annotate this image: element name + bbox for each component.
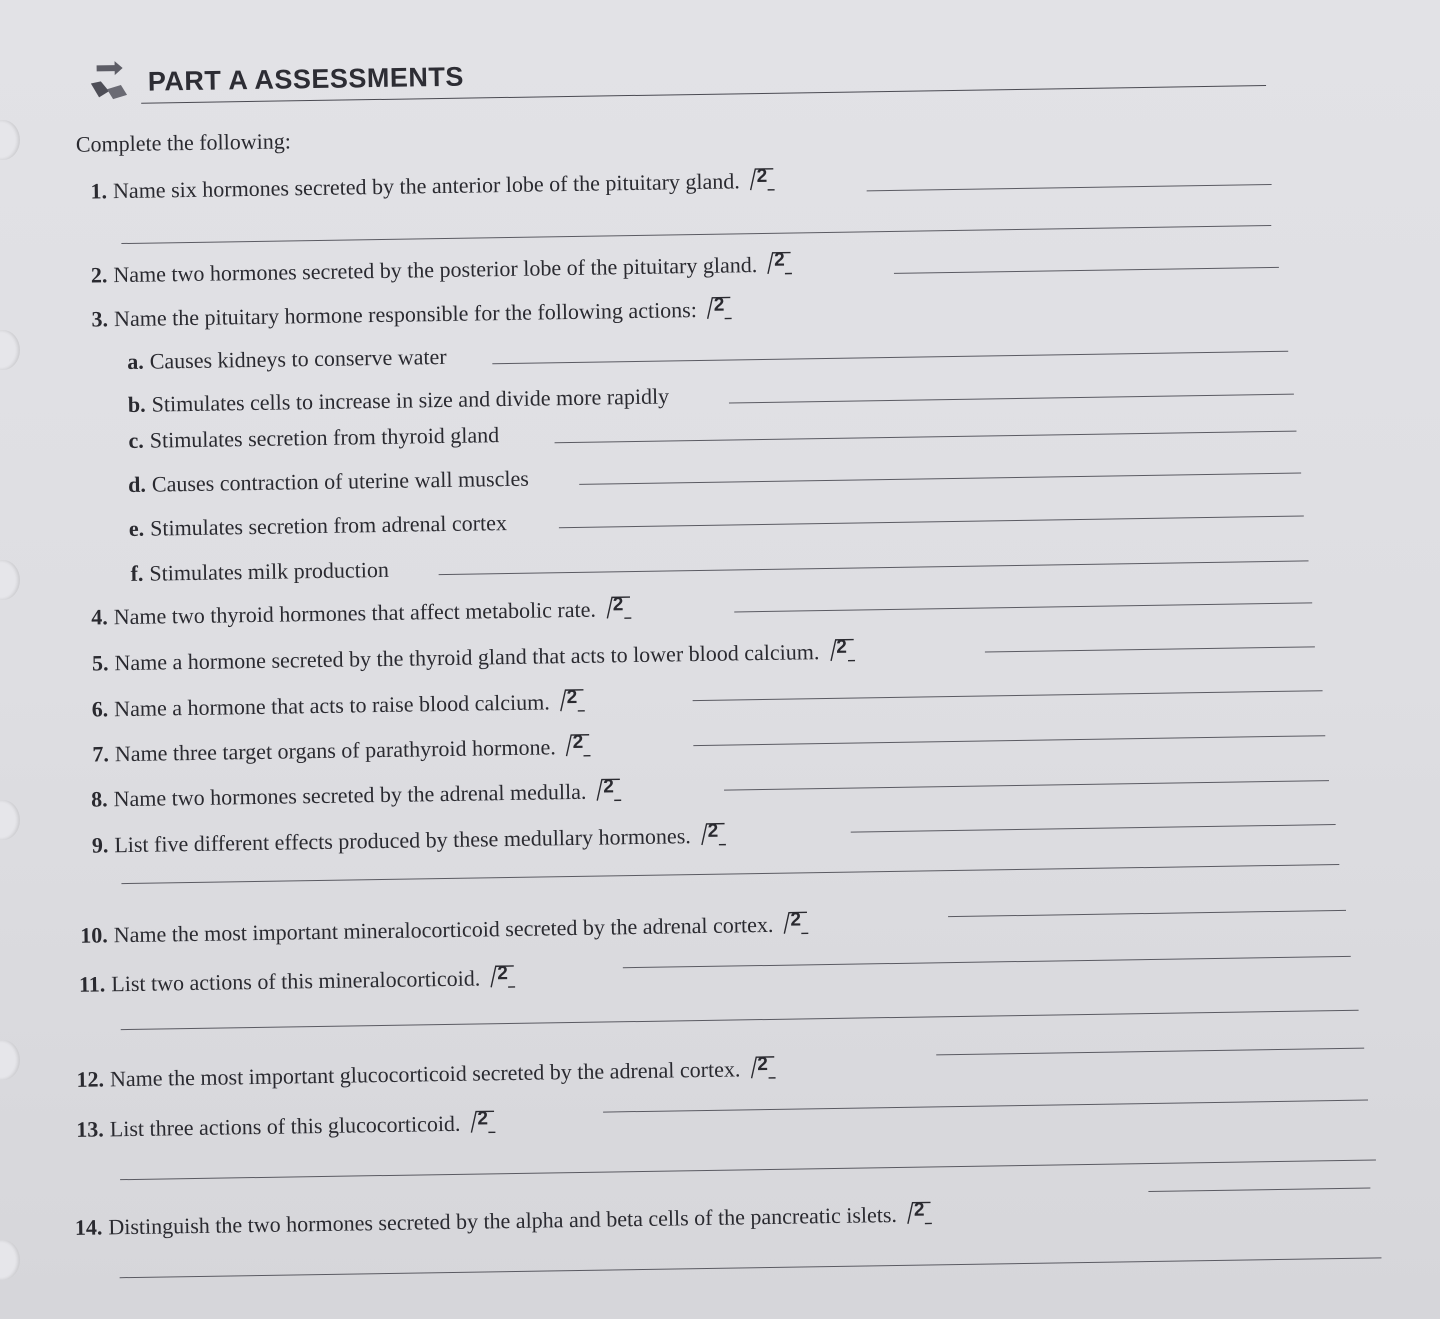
badge-number: 2 — [477, 1108, 489, 1130]
question-14 — [75, 1200, 934, 1240]
answer-line[interactable] — [603, 1100, 1368, 1113]
question-7 — [92, 733, 592, 768]
subquestion-label: f. — [130, 560, 144, 586]
badge-number: 2 — [612, 594, 624, 616]
subquestion-text: Causes contraction of uterine wall muscles — [151, 465, 530, 497]
page-title: PART A ASSESSMENTS — [147, 61, 465, 97]
question-text: Name six hormones secreted by the anterior lobe of the pituitary gland. — [112, 168, 740, 204]
answer-line[interactable] — [729, 394, 1294, 404]
answer-line[interactable] — [1148, 1188, 1370, 1192]
points-badge — [829, 638, 855, 662]
question-number: 12. — [76, 1066, 105, 1092]
badge-number: 2 — [566, 686, 578, 709]
points-badge — [560, 688, 586, 712]
points-badge — [606, 595, 632, 619]
badge-number: 2 — [836, 636, 848, 658]
question-number: 13. — [76, 1116, 104, 1142]
answer-line[interactable] — [948, 910, 1346, 917]
question-1 — [90, 167, 776, 205]
subquestion-3c — [128, 422, 499, 454]
instructions-text: Complete the following: — [75, 128, 292, 157]
answer-line[interactable] — [693, 690, 1323, 701]
points-badge — [490, 964, 516, 988]
subquestion-label: e. — [128, 515, 145, 541]
subquestion-text: Stimulates cells to increase in size and divide more rapidly — [151, 383, 670, 417]
question-text: Name the pituitary hormone responsible for the following actions: — [113, 297, 698, 332]
question-12 — [76, 1055, 776, 1093]
question-text: List five different effects produced by these medullary hormones. — [114, 823, 691, 858]
question-text: Name two hormones secreted by the adrenal medulla. — [113, 778, 587, 812]
question-number: 2. — [90, 262, 108, 288]
arrow-decor-icon — [91, 61, 142, 108]
subquestion-text: Causes kidneys to conserve water — [149, 343, 447, 374]
answer-line[interactable] — [894, 267, 1279, 274]
question-number: 8. — [90, 786, 108, 812]
points-badge — [783, 910, 809, 934]
subquestion-label: c. — [128, 427, 144, 453]
answer-line[interactable] — [121, 1010, 1359, 1030]
subquestion-text: Stimulates secretion from thyroid gland — [149, 422, 500, 453]
question-number: 1. — [90, 178, 108, 204]
answer-line[interactable] — [936, 1048, 1364, 1056]
badge-number: 2 — [497, 963, 508, 985]
question-text: List two actions of this mineralocorticoid. — [111, 965, 481, 997]
question-number: 5. — [91, 650, 109, 676]
answer-line[interactable] — [120, 1159, 1376, 1180]
subquestion-label: b. — [127, 391, 146, 417]
question-text: Name three target organs of parathyroid hormone. — [114, 734, 556, 767]
subquestion-label: a. — [127, 348, 144, 374]
answer-line[interactable] — [623, 956, 1351, 968]
question-5 — [92, 638, 856, 677]
question-number: 4. — [91, 604, 108, 630]
question-text: Name a hormone secreted by the thyroid gland that acts to lower blood calcium. — [114, 639, 820, 676]
answer-line[interactable] — [734, 602, 1312, 612]
badge-number: 2 — [913, 1199, 925, 1221]
subquestion-text: Stimulates milk production — [149, 556, 390, 586]
question-text: Name a hormone that acts to raise blood calcium. — [113, 689, 550, 722]
badge-number: 2 — [603, 776, 615, 798]
points-badge — [701, 822, 727, 846]
badge-number: 2 — [756, 165, 768, 188]
answer-line[interactable] — [492, 351, 1288, 365]
points-badge — [470, 1109, 496, 1133]
answer-line[interactable] — [579, 473, 1301, 485]
answer-line[interactable] — [851, 824, 1336, 833]
answer-line[interactable] — [867, 184, 1272, 191]
subquestion-3b — [128, 383, 670, 417]
subquestion-3f — [130, 557, 389, 587]
points-badge — [907, 1200, 933, 1224]
badge-number: 2 — [774, 249, 785, 271]
question-2 — [91, 250, 794, 288]
badge-number: 2 — [790, 909, 802, 931]
question-4 — [91, 595, 632, 630]
subquestion-text: Stimulates secretion from adrenal cortex — [149, 510, 508, 541]
question-text: Name the most important glucocorticoid secreted by the adrenal cortex. — [109, 1056, 741, 1092]
question-text: List three actions of this glucocorticoid. — [109, 1110, 461, 1142]
subquestion-3d — [128, 466, 529, 498]
subquestion-3a — [127, 344, 447, 375]
question-text: Name two hormones secreted by the posterior lobe of the pituitary gland. — [113, 252, 758, 288]
answer-line[interactable] — [985, 646, 1315, 652]
answer-line[interactable] — [120, 1257, 1382, 1278]
answer-line[interactable] — [121, 864, 1339, 884]
question-number: 7. — [92, 741, 110, 767]
question-3 — [91, 295, 733, 332]
answer-line[interactable] — [555, 431, 1297, 444]
badge-number: 2 — [707, 820, 719, 842]
question-number: 6. — [91, 696, 109, 722]
points-badge — [596, 777, 622, 801]
question-number: 11. — [78, 971, 106, 997]
question-number: 10. — [80, 922, 108, 948]
subquestion-label: d. — [127, 471, 147, 497]
question-text: Name two thyroid hormones that affect metabolic rate. — [113, 596, 597, 630]
question-10 — [80, 910, 810, 948]
points-badge — [566, 733, 592, 757]
question-6 — [91, 688, 585, 723]
answer-line[interactable] — [724, 780, 1329, 791]
points-badge — [707, 295, 733, 319]
answer-line[interactable] — [559, 515, 1304, 528]
question-13 — [76, 1109, 497, 1143]
question-11 — [79, 964, 517, 998]
question-number: 3. — [91, 306, 109, 332]
answer-line[interactable] — [693, 735, 1325, 746]
question-number: 14. — [74, 1214, 103, 1240]
badge-number: 2 — [713, 294, 725, 316]
points-badge — [767, 250, 793, 274]
question-number: 9. — [91, 832, 109, 858]
question-text: Distinguish the two hormones secreted by the alpha and beta cells of the pancreatic islets. — [108, 1201, 898, 1240]
answer-line[interactable] — [121, 225, 1271, 244]
points-badge — [750, 1055, 776, 1079]
answer-line[interactable] — [439, 560, 1309, 575]
question-8 — [91, 777, 623, 812]
badge-number: 2 — [572, 731, 584, 754]
subquestion-3e — [129, 510, 507, 542]
question-9 — [92, 822, 727, 859]
section-heading — [91, 43, 1267, 107]
points-badge — [750, 167, 776, 191]
question-text: Name the most important mineralocorticoid secreted by the adrenal cortex. — [113, 911, 774, 948]
badge-number: 2 — [757, 1053, 769, 1076]
